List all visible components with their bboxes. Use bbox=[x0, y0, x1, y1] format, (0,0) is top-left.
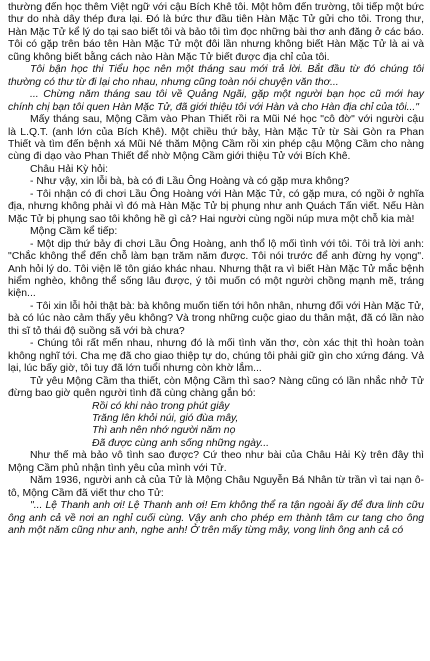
paragraph: - Chúng tôi rất mến nhau, nhưng đó là mối tình văn thơ, còn xác thịt thì hoàn toàn không nghĩ tới. Cha mẹ đã cho giao thiệp tự do, chúng tôi phải giữ gìn cho xứng đáng. Vả lại, lúc bấy giờ, tôi tuy đã lớn tuổi nhưng còn khờ lắm... bbox=[8, 338, 424, 375]
paragraph: Tử yêu Mộng Cầm tha thiết, còn Mộng Cầm thì sao? Nàng cũng có lần nhắc nhở Tử đừng bao giờ quên người tình đã cùng chàng gắn bó: bbox=[8, 375, 424, 400]
paragraph: Năm 1936, người anh cả của Tử là Mộng Châu Nguyễn Bá Nhân từ trần vì tai nạn ô-tô, Mộng Cầm đã viết thư cho Tử: bbox=[8, 475, 424, 499]
paragraph: - Tôi xin lỗi hỏi thật bà: bà không muốn tiến tới hôn nhân, nhưng đối với Hàn Mặc Tử, bà có lúc nào cảm thấy yêu không? Và trong những cuộc giao du thân mật, đã có lần nào thi sĩ tỏ thái độ suồng sã với bà chưa? bbox=[8, 300, 424, 337]
paragraph: Tôi bận học thi Tiểu học nên một tháng sau mới trả lời. Bắt đầu từ đó chúng tôi thường có thư từ đi lại cho nhau, nhưng cũng toàn nói chuyện văn thơ... bbox=[8, 64, 424, 88]
paragraph: - Tôi nhận có đi chơi Lầu Ông Hoàng với Hàn Mặc Tử, có gặp mưa, có ngồi ở nghĩa địa, nhưng không phải vì đó mà Hàn Mặc Tử bị phụng như anh Quách Tấn viết. Nếu Hàn Mặc Tử bị phụng sao tôi không hề gì cả? Hai người cùng ngồi núp mưa một chỗ kia mà! bbox=[8, 188, 424, 225]
paragraph: - Một dịp thứ bảy đi chơi Lầu Ông Hoàng, anh thổ lộ mối tình với tôi. Tôi trả lời anh: "Chắc không thể đến chỗ làm bạn trăm năm được. Tôi nói trước để anh đừng hy vọng". Anh hỏi lý do. Tôi viện lẽ tôn giáo khác nhau. Nhưng thật ra vì biết Hàn Mặc Tử mắc bệnh hiểm nghèo, không thể sống lâu được, ý tôi muốn có một người chồng mạnh mẽ, tráng kiện... bbox=[8, 238, 424, 300]
paragraph: Mộng Cầm kể tiếp: bbox=[30, 226, 118, 238]
paragraph: Châu Hải Kỳ hỏi: bbox=[30, 163, 108, 175]
paragraph: thường đến học thêm Việt ngữ với cậu Bích Khê tôi. Một hôm đến trường, tôi tiếp một bức thư do nhà dây thép đưa lại. Đó là bức thư đầu tiên Hàn Mặc Tử gửi cho tôi. Trong thư, Hàn Mặc Tử kể lý do tại sao biết tôi và bảo tôi tìm đọc những bài thơ anh đăng ở các báo. Tôi có gặp trên báo tên Hàn Mặc Tử một đôi lần nhưng không biết Hàn Mặc Tử là ai và cũng không biết bằng cách nào Hàn Mặc Tử biết được địa chỉ của tôi. bbox=[8, 2, 424, 63]
poem-line: Thì anh nên nhớ người năm nọ bbox=[92, 425, 236, 437]
poem-line: Đã được cùng anh sống những ngày... bbox=[92, 437, 269, 449]
paragraph: Mấy tháng sau, Mộng Cầm vào Phan Thiết rồi ra Mũi Né học "cô đờ" với người cậu là L.Q.T. (anh lớn của Bích Khê). Một chiều thứ bảy, Hàn Mặc Tử từ Sài Gòn ra Phan Thiết và tìm đến bệnh xá Mũi Né thăm Mộng Cầm rồi xin phép cậu Mộng Cầm cho nàng cùng đi dạo vào Phan Thiết để nhờ Mộng Cầm giới thiệu Tử với Bích Khê. bbox=[8, 114, 424, 163]
poem-line: Trăng lên khỏi núi, gió đùa mây, bbox=[92, 412, 239, 424]
paragraph: "... Lệ Thanh anh ơi! Lệ Thanh anh ơi! Em không thể ra tận ngoài ấy để đưa linh cữu ông anh cả về nơi an nghỉ cuối cùng. Vậy anh cho phép em thành tâm cư tang cho ông anh một năm cũng như anh, nghe anh! Ở trên mấy từng mây, vong linh ông anh cả có bbox=[8, 500, 424, 537]
paragraph: - Như vậy, xin lỗi bà, bà có đi Lầu Ông Hoàng và có gặp mưa không? bbox=[30, 176, 350, 188]
paragraph: Như thế mà bảo vô tình sao được? Cứ theo như bài của Châu Hải Kỳ trên đây thì Mộng Cầm phủ nhận tình yêu của mình với Tử. bbox=[8, 450, 424, 474]
paragraph: ... Chừng năm tháng sau tôi về Quảng Ngãi, gặp một người bạn học cũ mới hay chính chị bạn tôi quen Hàn Mặc Tử, đã giới thiệu tôi với Hàn và cho Hàn địa chỉ của tôi..." bbox=[8, 89, 424, 113]
poem-block bbox=[8, 401, 424, 451]
poem-line: Rồi có khi nào trong phút giây bbox=[92, 400, 230, 412]
